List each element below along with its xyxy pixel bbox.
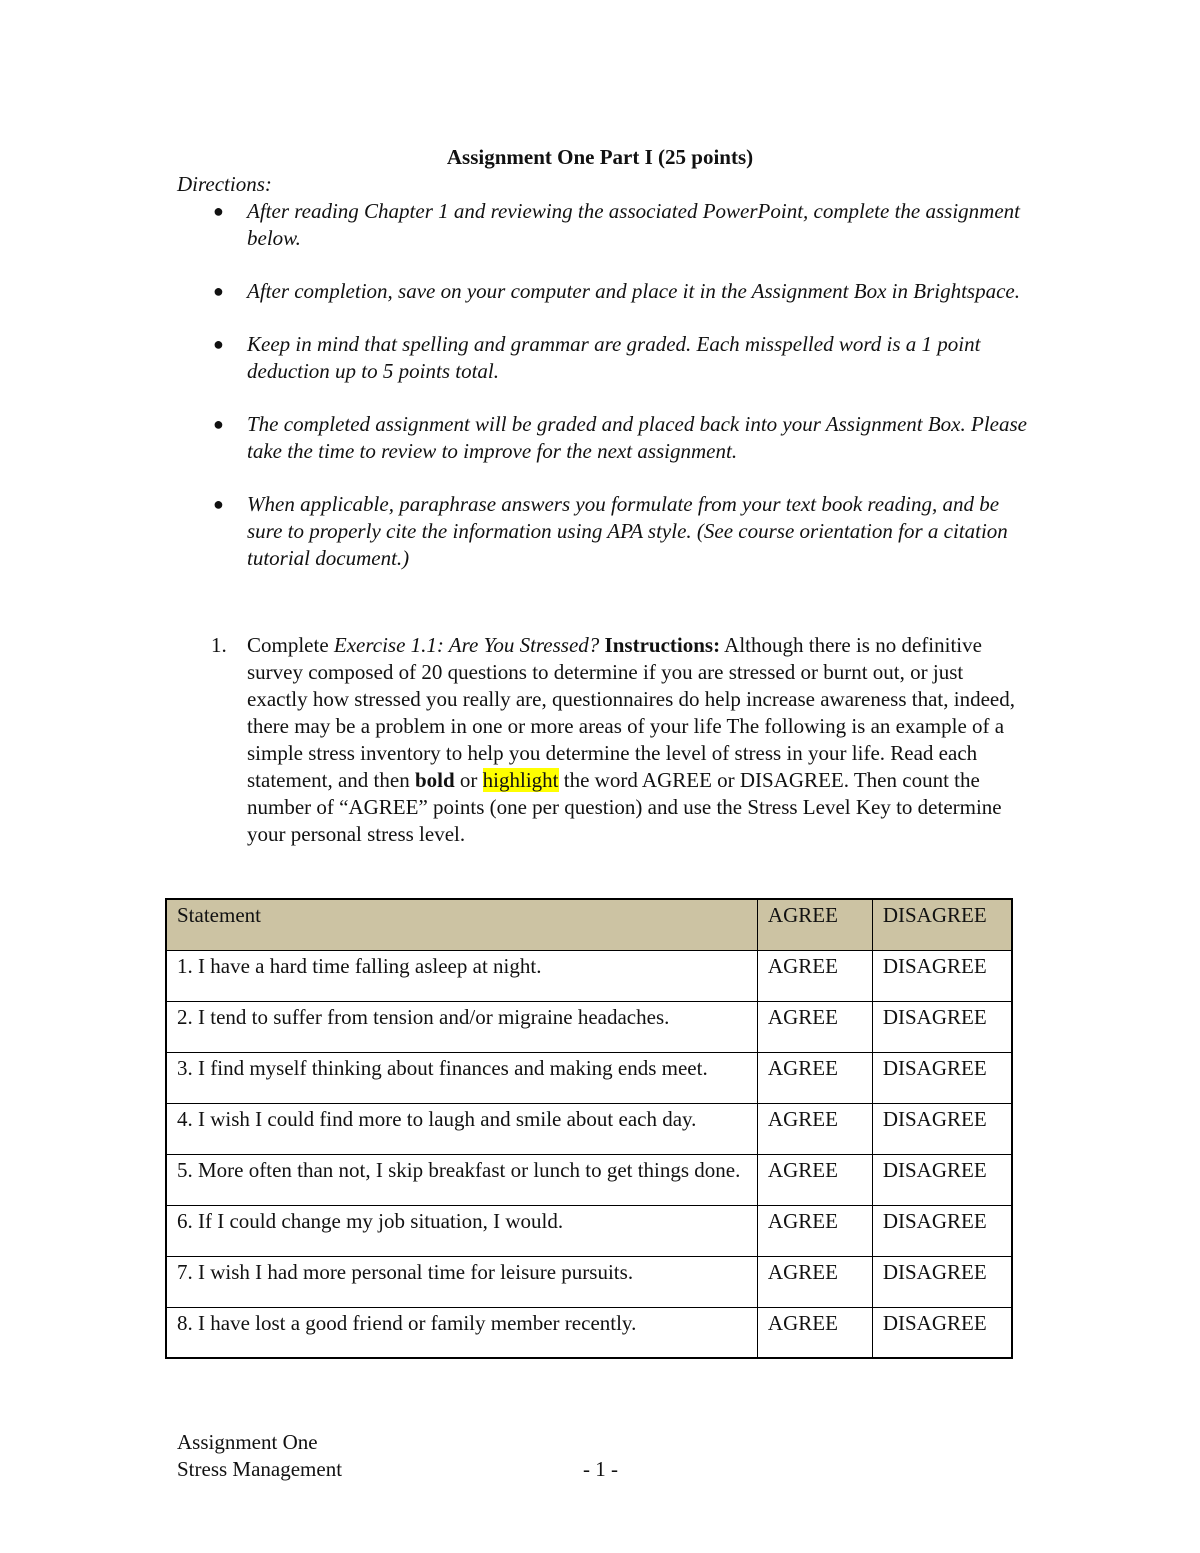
instructions-label: Instructions: [599,633,721,657]
table-row [166,1307,1012,1358]
disagree-cell[interactable]: DISAGREE [872,1052,1012,1103]
disagree-cell[interactable]: DISAGREE [872,1205,1012,1256]
agree-cell[interactable]: AGREE [757,1001,872,1052]
exercise-title: Exercise 1.1: Are You Stressed? [333,633,600,657]
table-row [166,1154,1012,1205]
stress-inventory-table [165,898,1013,1359]
table-row [166,1001,1012,1052]
table-row [166,1205,1012,1256]
agree-cell[interactable]: AGREE [757,1103,872,1154]
bullet-text: After reading Chapter 1 and reviewing the associated PowerPoint, complete the assignment below. [247,199,1020,250]
bullet-icon: ● [213,201,224,221]
statement-cell: 7. I wish I had more personal time for leisure pursuits. [166,1256,757,1307]
directions-label: Directions: [177,172,272,196]
disagree-cell[interactable]: DISAGREE [872,1307,1012,1358]
disagree-cell[interactable]: DISAGREE [872,1103,1012,1154]
bullet-icon: ● [213,494,224,514]
bold-word: bold [414,768,455,792]
bullet-text: The completed assignment will be graded and placed back into your Assignment Box. Please take the time to review to improve for the next assignment. [247,412,1027,463]
statement-cell: 6. If I could change my job situation, I would. [166,1205,757,1256]
agree-cell[interactable]: AGREE [757,1307,872,1358]
directions-list [177,198,1027,598]
footer-course-line: Assignment One [177,1430,318,1454]
agree-cell[interactable]: AGREE [757,1052,872,1103]
disagree-cell[interactable]: DISAGREE [872,1001,1012,1052]
complete-text: Complete [247,633,334,657]
disagree-cell[interactable]: DISAGREE [872,1256,1012,1307]
statement-cell: 3. I find myself thinking about finances and making ends meet. [166,1052,757,1103]
statement-cell: 4. I wish I could find more to laugh and smile about each day. [166,1103,757,1154]
header-statement: Statement [166,899,757,950]
list-item [177,331,1027,385]
page-number: - 1 - [583,1457,618,1481]
agree-cell[interactable]: AGREE [757,1256,872,1307]
bullet-text: When applicable, paraphrase answers you formulate from your text book reading, and be sure to properly cite the information using APA style. (See course orientation for a citation tutorial document.) [247,492,1008,570]
bullet-text: After completion, save on your computer and place it in the Assignment Box in Brightspace. [247,279,1020,303]
footer-subject-line: Stress Management [177,1457,343,1481]
table-row [166,1256,1012,1307]
instructions-text: Although there is no definitive survey composed of 20 questions to determine if you are stressed or burnt out, or just exactly how stressed you really are, questionnaires do help increase awareness that, indeed, there may be a problem in one or more areas of your life The following is an example of a simple stress inventory to help you determine the level of stress in your life. Read each statement, and then [247,633,1015,792]
statement-cell: 8. I have lost a good friend or family member recently. [166,1307,757,1358]
bullet-icon: ● [213,334,224,354]
list-item [177,411,1027,465]
statement-cell: 5. More often than not, I skip breakfast or lunch to get things done. [166,1154,757,1205]
or-text: or [454,768,483,792]
agree-cell[interactable]: AGREE [757,1154,872,1205]
list-item [177,278,1027,305]
instructions-text-end: the word AGREE or DISAGREE. Then count the number of “AGREE” points (one per question) and use the Stress Level Key to determine your personal stress level. [247,768,1002,846]
table-row [166,1052,1012,1103]
header-agree: AGREE [757,899,872,950]
question-body [247,632,1027,848]
table-row [166,950,1012,1001]
agree-cell[interactable]: AGREE [757,950,872,1001]
highlight-word: highlight [482,768,559,792]
statement-cell: 1. I have a hard time falling asleep at night. [166,950,757,1001]
question-number: 1. [211,633,227,657]
disagree-cell[interactable]: DISAGREE [872,950,1012,1001]
list-item [177,491,1027,572]
page-title: Assignment One Part I (25 points) [446,145,754,169]
question-1 [177,632,1027,848]
list-item [177,198,1027,252]
disagree-cell[interactable]: DISAGREE [872,1154,1012,1205]
bullet-icon: ● [213,281,224,301]
table-header-row [166,899,1012,950]
bullet-icon: ● [213,414,224,434]
bullet-text: Keep in mind that spelling and grammar are graded. Each misspelled word is a 1 point deduction up to 5 points total. [247,332,981,383]
table-row [166,1103,1012,1154]
agree-cell[interactable]: AGREE [757,1205,872,1256]
statement-cell: 2. I tend to suffer from tension and/or migraine headaches. [166,1001,757,1052]
header-disagree: DISAGREE [872,899,1012,950]
